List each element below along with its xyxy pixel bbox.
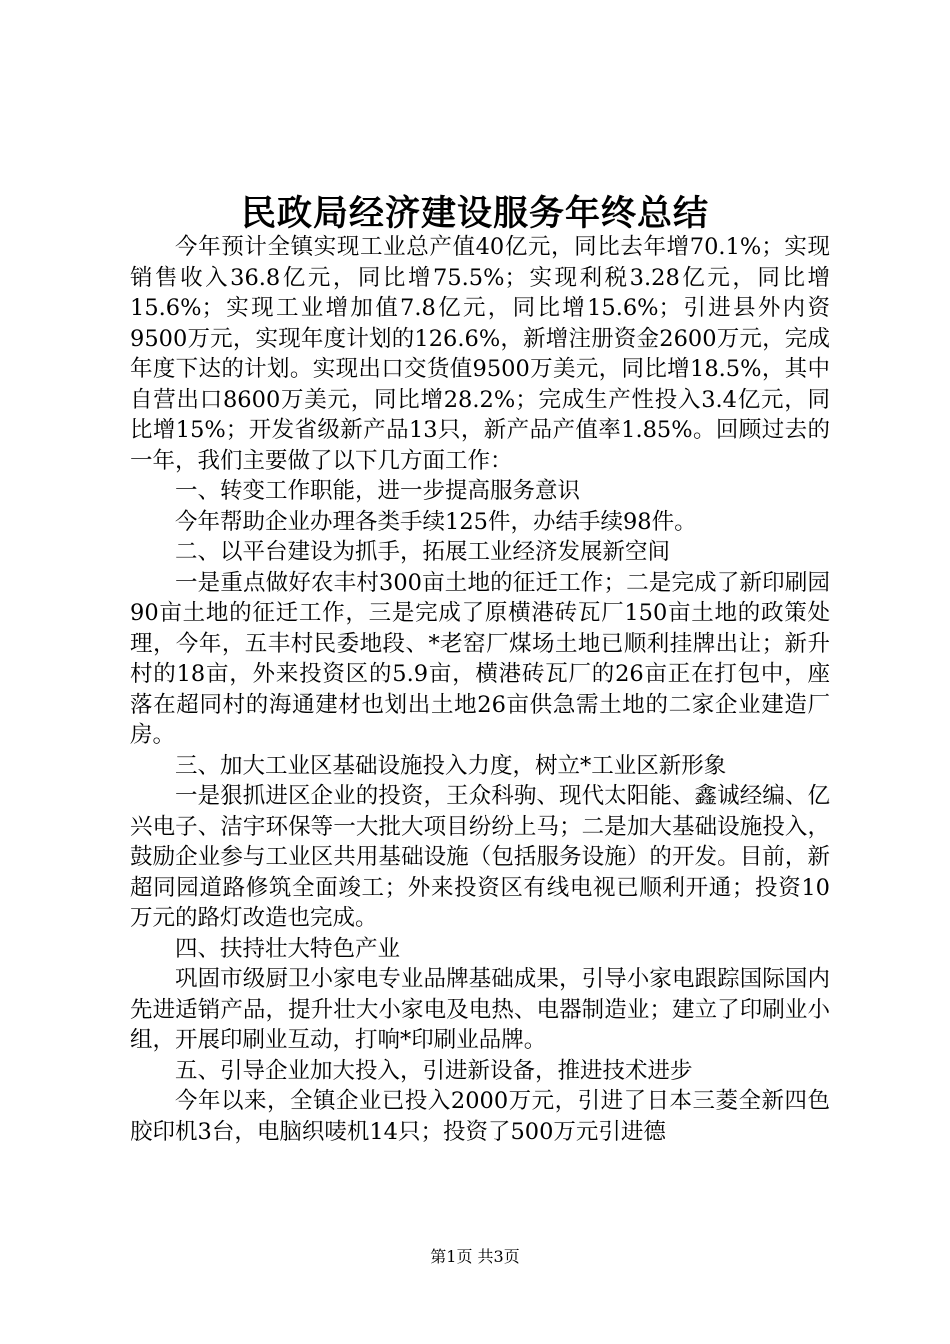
section-heading-2: 二、以平台建设为抓手，拓展工业经济发展新空间 (175, 539, 671, 565)
section-paragraph-4: 巩固市级厨卫小家电专业品牌基础成果，引导小家电跟踪国际国内先进适销产品，提升壮大小家电及电热、电器制造业；建立了印刷业小组，开展印刷业互动，打响*印刷业品牌。 (130, 966, 830, 1053)
document-title: 民政局经济建设服务年终总结 (240, 194, 709, 234)
section-paragraph-3: 一是狠抓进区企业的投资，王众科驹、现代太阳能、鑫诚经编、亿兴电子、洁宇环保等一大批大项目纷纷上马；二是加大基础设施投入，鼓励企业参与工业区共用基础设施（包括服务设施）的开发。目前，新超同园道路修筑全面竣工；外来投资区有线电视已顺利开通；投资10万元的路灯改造也完成。 (130, 783, 830, 931)
section-heading-1: 一、转变工作职能，进一步提高服务意识 (175, 478, 581, 504)
page-number-footer: 第1页 共3页 (430, 1247, 520, 1266)
section-heading-3: 三、加大工业区基础设施投入力度，树立*工业区新形象 (175, 752, 727, 779)
intro-paragraph: 今年预计全镇实现工业总产值40亿元，同比去年增70.1%；实现销售收入36.8亿元，同比增75.5%；实现利税3.28亿元，同比增15.6%；实现工业增加值7.8亿元，同比增15.6%；引进县外内资9500万元，实现年度计划的126.6%，新增注册资金2600万元，完成年度下达的计划。实现出口交货值9500万美元，同比增18.5%，其中自营出口8600万美元，同比增28.2%；完成生产性投入3.4亿元，同比增15%；开发省级新产品13只，新产品产值率1.85%。回顾过去的一年，我们主要做了以下几方面工作： (130, 234, 830, 474)
section-paragraph-5: 今年以来，全镇企业已投入2000万元，引进了日本三菱全新四色胶印机3台，电脑织唛机14只；投资了500万元引进德 (130, 1088, 830, 1145)
section-heading-5: 五、引导企业加大投入，引进新设备，推进技术进步 (175, 1057, 693, 1084)
section-heading-4: 四、扶持壮大特色产业 (175, 935, 401, 962)
section-paragraph-1: 今年帮助企业办理各类手续125件，办结手续98件。 (175, 508, 697, 535)
section-paragraph-2: 一是重点做好农丰村300亩土地的征迁工作；二是完成了新印刷园90亩土地的征迁工作，三是完成了原横港砖瓦厂150亩土地的政策处理，今年，五丰村民委地段、*老窑厂煤场土地已顺利挂牌出让；新升村的18亩，外来投资区的5.9亩，横港砖瓦厂的26亩正在打包中，座落在超同村的海通建材也划出土地26亩供急需土地的二家企业建造厂房。 (130, 569, 830, 748)
document-body (130, 232, 830, 1147)
